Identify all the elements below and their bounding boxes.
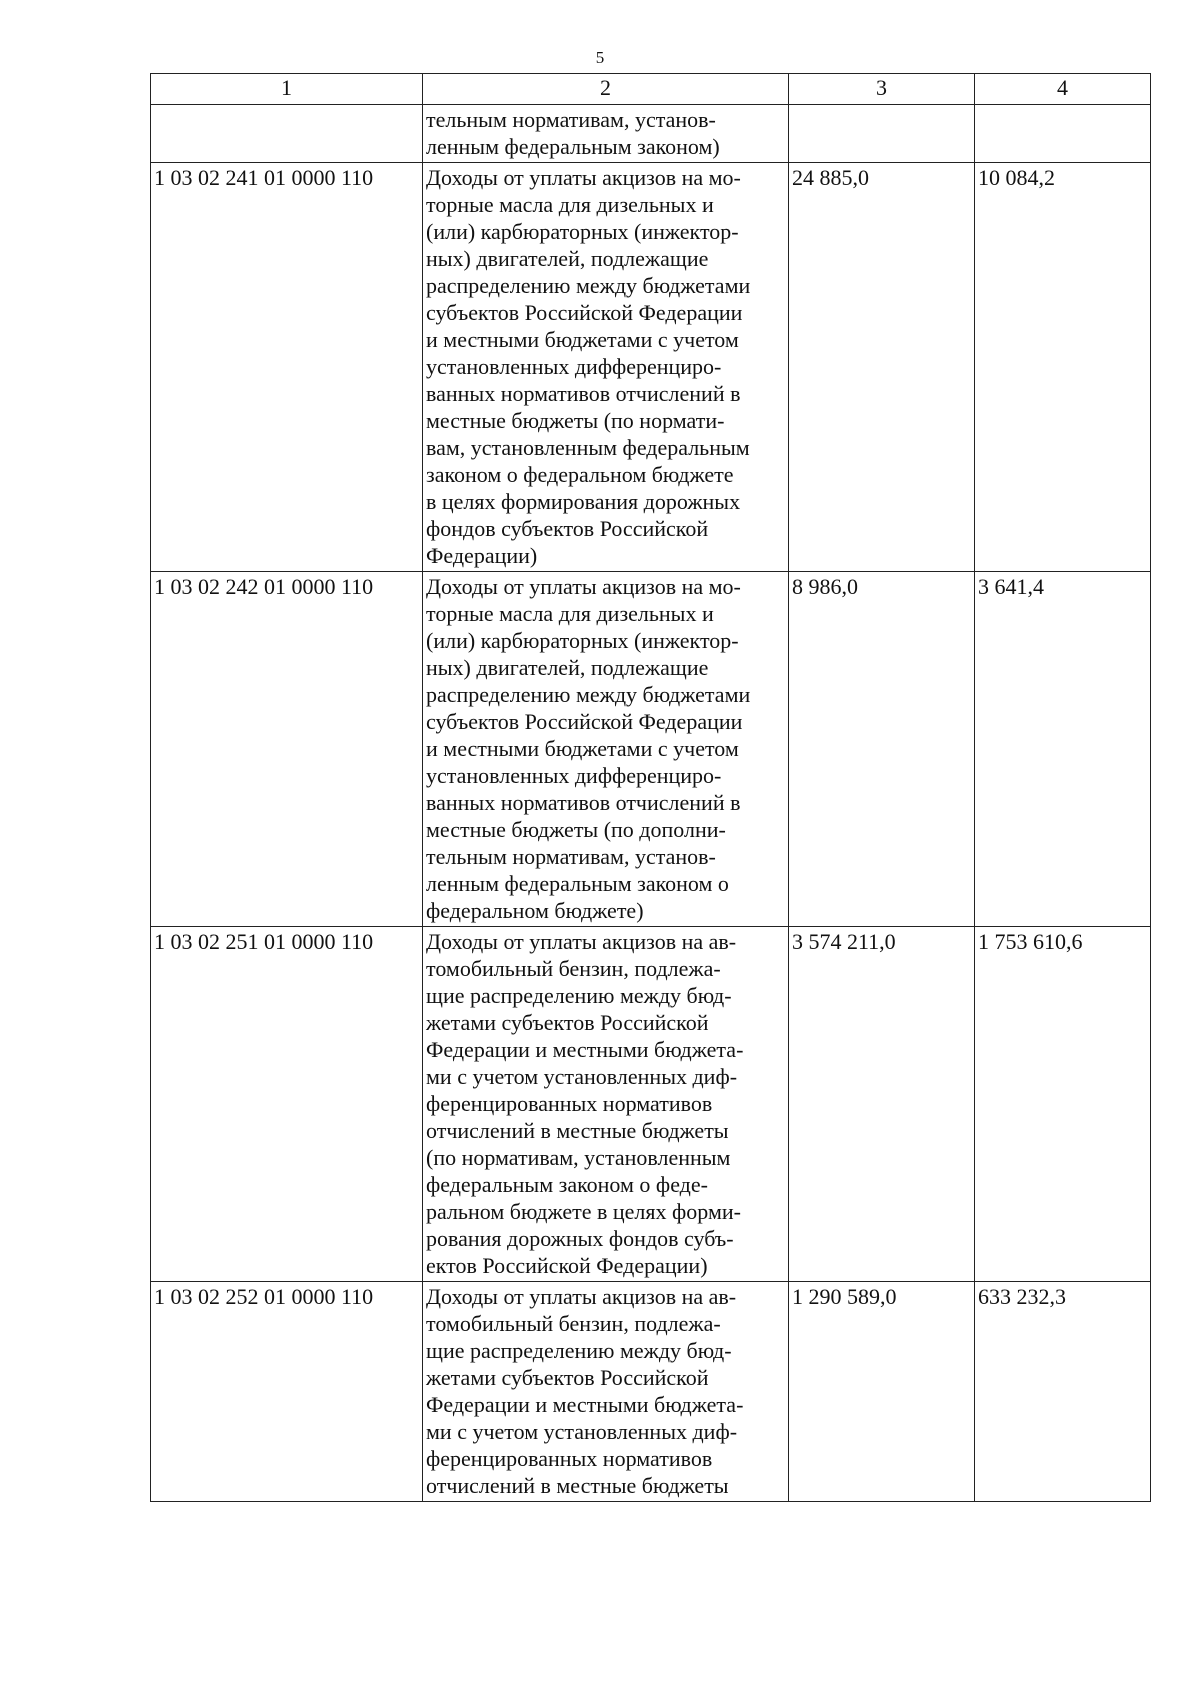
page-number: 5 — [595, 48, 605, 67]
amount-col3-cell: 8 986,0 — [789, 572, 975, 927]
revenue-code-cell: 1 03 02 251 01 0000 110 — [151, 927, 423, 1282]
amount-col3-cell: 3 574 211,0 — [789, 927, 975, 1282]
revenue-description-cell: Доходы от уплаты акцизов на мо- торные масла для дизельных и (или) карбюраторных (инжектор- ных) двигателей, подлежащие распределению между бюджетами субъектов Российской Федерации и местными бюджетами с учетом установленных дифференциро- ванных нормативов отчислений в местные бюджеты (по дополни- тельным нормативам, установ- ленным федеральным законом о федеральном бюджете) — [423, 572, 789, 927]
table-row — [151, 572, 1151, 927]
table-header — [151, 74, 1151, 105]
table-row — [151, 1282, 1151, 1502]
header-col-3: 3 — [789, 74, 975, 105]
amount-col4-cell: 633 232,3 — [975, 1282, 1151, 1502]
budget-revenue-table — [150, 73, 1151, 1502]
header-col-1: 1 — [151, 74, 423, 105]
table-row — [151, 927, 1151, 1282]
amount-col3-cell — [789, 105, 975, 163]
revenue-description-cell: тельным нормативам, установ- ленным федеральным законом) — [423, 105, 789, 163]
amount-col3-cell: 24 885,0 — [789, 163, 975, 572]
revenue-description-cell: Доходы от уплаты акцизов на ав- томобильный бензин, подлежа- щие распределению между бюд- жетами субъектов Российской Федерации и местными бюджета- ми с учетом установленных диф- ференцированных нормативов отчислений в местные бюджеты (по нормативам, установленным федеральным законом о феде- ральном бюджете в целях форми- рования дорожных фондов субъ- ектов Российской Федерации) — [423, 927, 789, 1282]
revenue-code-cell: 1 03 02 242 01 0000 110 — [151, 572, 423, 927]
amount-col4-cell: 3 641,4 — [975, 572, 1151, 927]
table-body — [151, 105, 1151, 1502]
table-row — [151, 105, 1151, 163]
budget-table-container — [150, 73, 1150, 1502]
header-row — [151, 74, 1151, 105]
amount-col4-cell: 10 084,2 — [975, 163, 1151, 572]
header-col-4: 4 — [975, 74, 1151, 105]
revenue-code-cell — [151, 105, 423, 163]
amount-col3-cell: 1 290 589,0 — [789, 1282, 975, 1502]
header-col-2: 2 — [423, 74, 789, 105]
revenue-description-cell: Доходы от уплаты акцизов на ав- томобильный бензин, подлежа- щие распределению между бюд- жетами субъектов Российской Федерации и местными бюджета- ми с учетом установленных диф- ференцированных нормативов отчислений в местные бюджеты — [423, 1282, 789, 1502]
amount-col4-cell: 1 753 610,6 — [975, 927, 1151, 1282]
table-row — [151, 163, 1151, 572]
revenue-code-cell: 1 03 02 252 01 0000 110 — [151, 1282, 423, 1502]
revenue-description-cell: Доходы от уплаты акцизов на мо- торные масла для дизельных и (или) карбюраторных (инжектор- ных) двигателей, подлежащие распределению между бюджетами субъектов Российской Федерации и местными бюджетами с учетом установленных дифференциро- ванных нормативов отчислений в местные бюджеты (по нормати- вам, установленным федеральным законом о федеральном бюджете в целях формирования дорожных фондов субъектов Российской Федерации) — [423, 163, 789, 572]
revenue-code-cell: 1 03 02 241 01 0000 110 — [151, 163, 423, 572]
amount-col4-cell — [975, 105, 1151, 163]
